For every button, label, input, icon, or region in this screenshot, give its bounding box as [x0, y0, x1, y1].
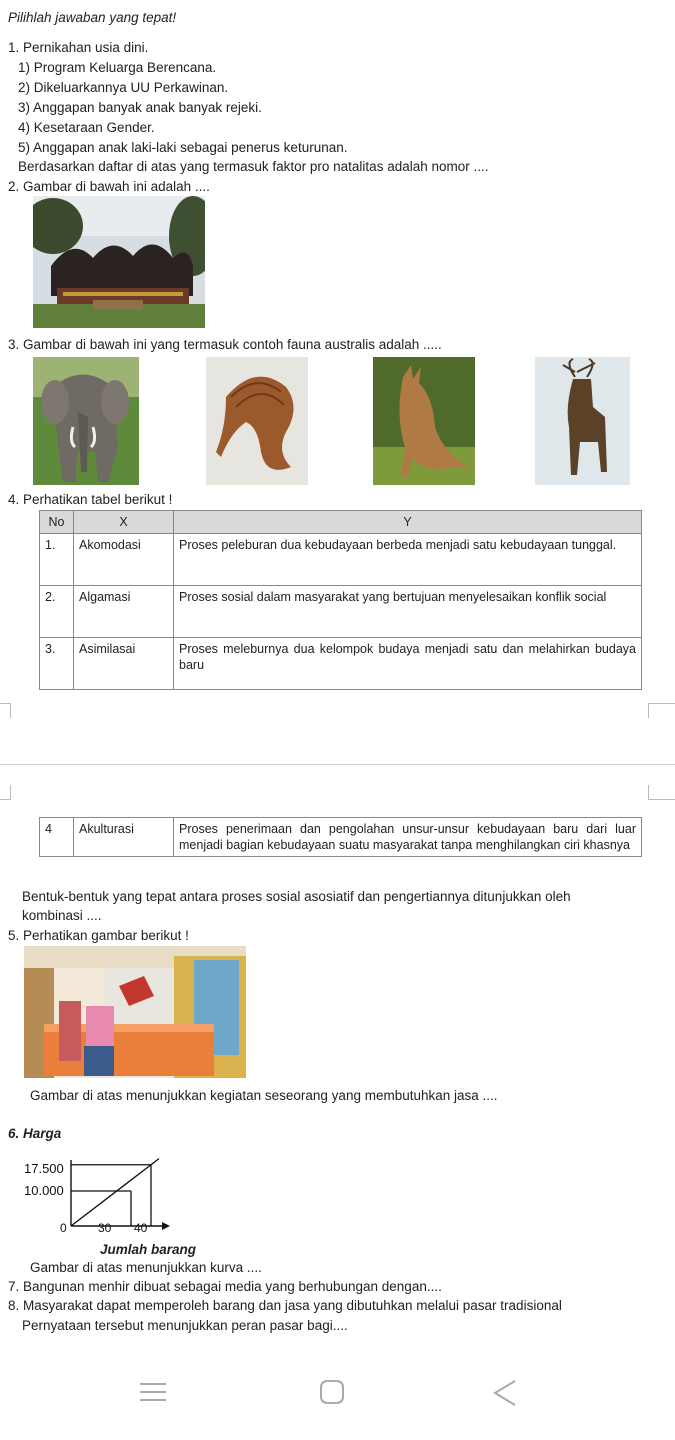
header-no: No [40, 511, 74, 534]
q4-question-line1: Bentuk-bentuk yang tepat antara proses sosial asosiatif dan pengertiannya ditunjukkan oleh [22, 889, 571, 904]
q2-stem: 2. Gambar di bawah ini adalah .... [8, 179, 210, 194]
q4-stem: 4. Perhatikan tabel berikut ! [8, 492, 173, 507]
row-no: 1. [40, 534, 74, 586]
q1-option-5: 5) Anggapan anak laki-laki sebagai penerus keturunan. [18, 140, 348, 155]
page-separator [0, 764, 675, 765]
q1-option-1: 1) Program Keluarga Berencana. [18, 60, 217, 75]
row-no: 4 [40, 818, 74, 857]
elephant-image [33, 357, 139, 485]
row-y: Proses meleburnya dua kelompok budaya menjadi satu dan melahirkan budaya baru [174, 638, 642, 690]
x-axis-arrow [162, 1222, 170, 1230]
menu-icon[interactable] [138, 1380, 168, 1404]
table-row [40, 818, 642, 857]
row-x: Algamasi [74, 586, 174, 638]
deer-image [535, 357, 630, 485]
kangaroo-image [373, 357, 475, 485]
page-corner-mark [648, 703, 675, 718]
instruction-header: Pilihlah jawaban yang tepat! [8, 10, 177, 25]
rumah-gadang-image [33, 196, 205, 328]
q6-question: Gambar di atas menunjukkan kurva .... [30, 1260, 262, 1275]
q7-stem: 7. Bangunan menhir dibuat sebagai media yang berhubungan dengan.... [8, 1279, 442, 1294]
q1-option-4: 4) Kesetaraan Gender. [18, 120, 155, 135]
q1-option-3: 3) Anggapan banyak anak banyak rejeki. [18, 100, 262, 115]
q5-question: Gambar di atas menunjukkan kegiatan seseorang yang membutuhkan jasa .... [30, 1088, 498, 1103]
row-x: Akulturasi [74, 818, 174, 857]
q8-question: Pernyataan tersebut menunjukkan peran pasar bagi.... [22, 1318, 348, 1333]
q4-table-bottom [39, 817, 642, 857]
page-corner-mark [0, 703, 11, 718]
bank-service-image [24, 946, 246, 1078]
row-x: Akomodasi [74, 534, 174, 586]
header-y: Y [174, 511, 642, 534]
q6-stem: 6. Harga [8, 1126, 62, 1141]
row-y: Proses sosial dalam masyarakat yang bertujuan menyelesaikan konflik social [174, 586, 642, 638]
q5-stem: 5. Perhatikan gambar berikut ! [8, 928, 189, 943]
y-tick-label: 10.000 [24, 1183, 64, 1198]
table-header-row [40, 511, 642, 534]
row-x: Asimilasai [74, 638, 174, 690]
table-row [40, 534, 642, 586]
row-y: Proses peleburan dua kebudayaan berbeda menjadi satu kebudayaan tunggal. [174, 534, 642, 586]
q1-question: Berdasarkan daftar di atas yang termasuk faktor pro natalitas adalah nomor .... [18, 159, 489, 174]
x-tick-label: 30 [98, 1221, 112, 1235]
page-corner-mark [0, 785, 11, 800]
q4-table-top [39, 510, 642, 690]
x-tick-label: 40 [134, 1221, 148, 1235]
page-corner-mark [648, 785, 675, 800]
q3-stem: 3. Gambar di bawah ini yang termasuk contoh fauna australis adalah ..... [8, 337, 442, 352]
series-line [71, 1159, 159, 1226]
home-icon[interactable] [319, 1379, 345, 1405]
navigation-bar [0, 1345, 675, 1440]
row-y: Proses penerimaan dan pengolahan unsur-unsur kebudayaan baru dari luar menjadi bagian kebudayaan suatu masyarakat tanpa menghilangkan ciri khasnya [174, 818, 642, 857]
q6-xlabel: Jumlah barang [100, 1242, 197, 1257]
x-tick-label: 0 [60, 1221, 67, 1235]
q4-question-line2: kombinasi .... [22, 908, 102, 923]
table-row [40, 638, 642, 690]
anteater-image [206, 357, 308, 485]
row-no: 3. [40, 638, 74, 690]
table-row [40, 586, 642, 638]
back-icon[interactable] [492, 1379, 518, 1407]
row-no: 2. [40, 586, 74, 638]
q1-stem: 1. Pernikahan usia dini. [8, 40, 149, 55]
q8-stem: 8. Masyarakat dapat memperoleh barang dan jasa yang dibutuhkan melalui pasar tradisional [8, 1298, 562, 1313]
q1-option-2: 2) Dikeluarkannya UU Perkawinan. [18, 80, 229, 95]
y-tick-label: 17.500 [24, 1161, 64, 1176]
header-x: X [74, 511, 174, 534]
